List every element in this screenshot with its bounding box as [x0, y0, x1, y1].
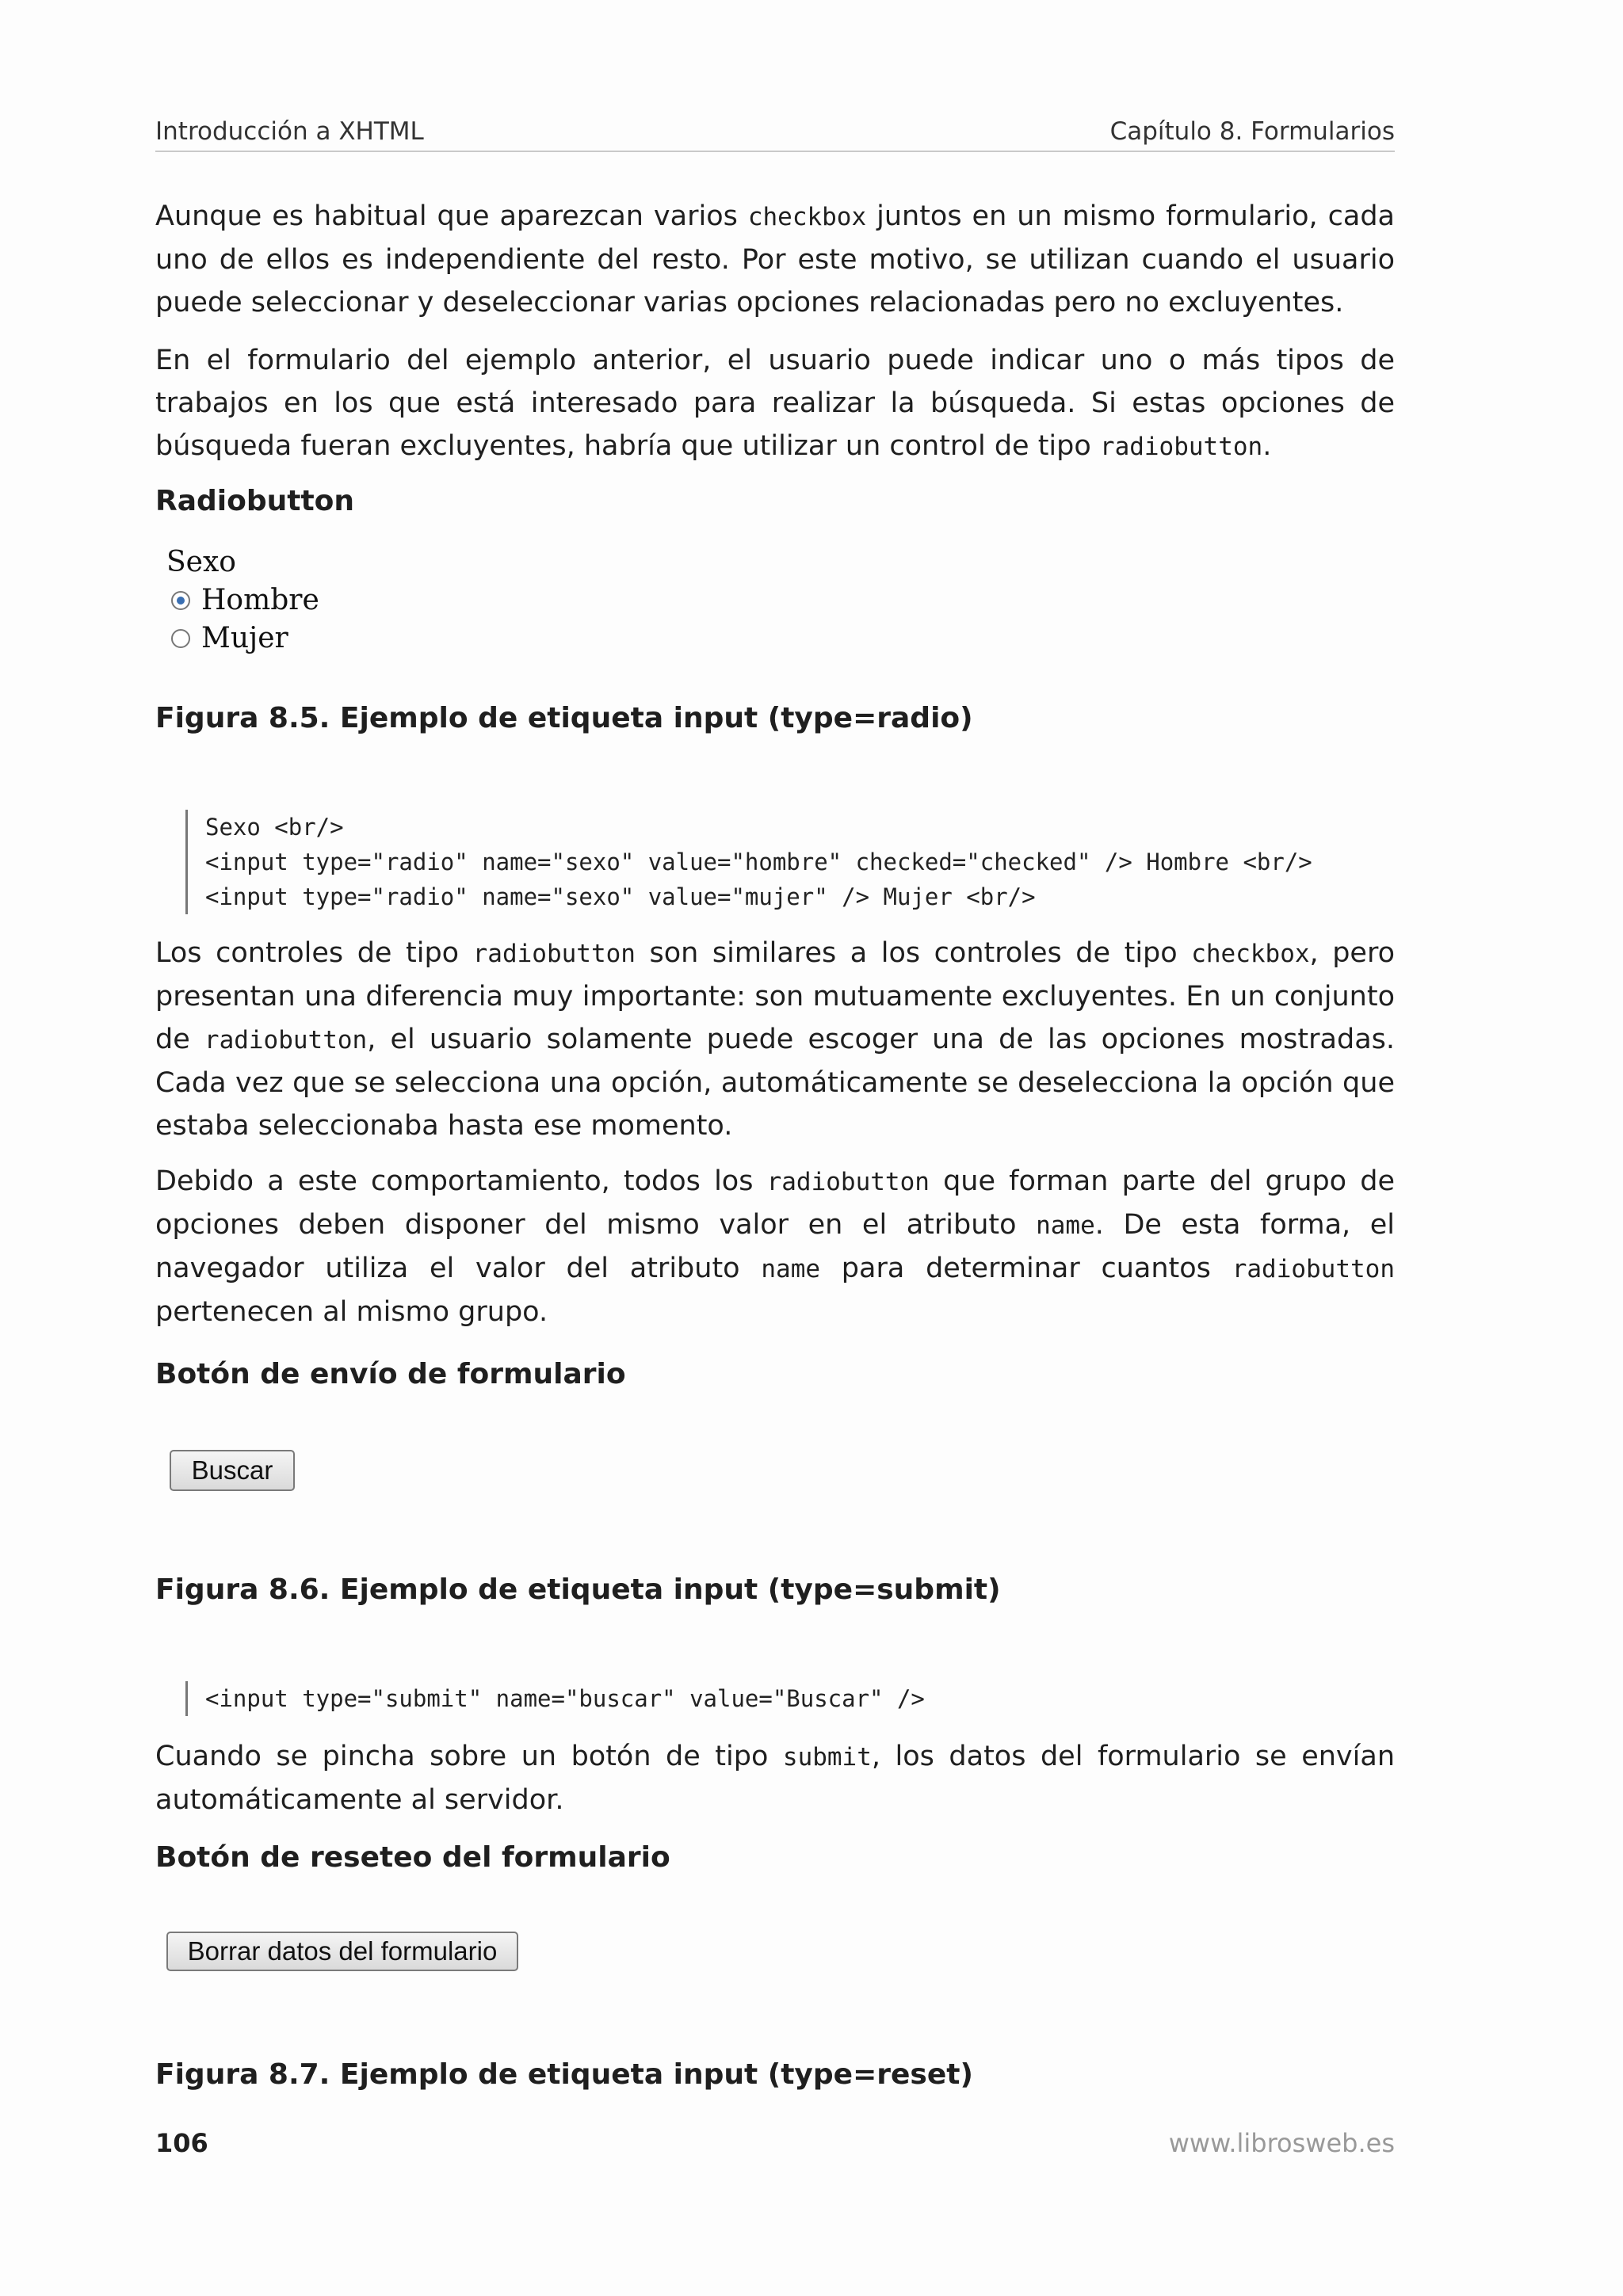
paragraph-example-reference: En el formulario del ejemplo anterior, el usuario puede indicar uno o más tipos de trabajos en los que está interesado para realizar la búsqueda. Si estas opciones de búsqueda fueran excluyentes, habría que utilizar un control de tipo radiobutton.	[155, 345, 1395, 462]
code-block-radio: Sexo <br/> <input type="radio" name="sexo" value="hombre" checked="checked" /> Hombre <br/> <input type="radio" name="sexo" value="mujer" /> Mujer <br/>	[185, 810, 1312, 914]
inline-code: checkbox	[747, 203, 867, 231]
figure-radio-legend: Sexo	[166, 546, 236, 578]
section-heading-radiobutton: Radiobutton	[155, 485, 355, 517]
borrar-datos-button[interactable]: Borrar datos del formulario	[166, 1932, 518, 1971]
running-header	[155, 117, 1395, 152]
section-heading-reset: Botón de reseteo del formulario	[155, 1841, 670, 1874]
paragraph-radio-name-attribute: Debido a este comportamiento, todos los radiobutton que forman parte del grupo de opciones deben disponer del mismo valor en el atributo name. De esta forma, el navegador utiliza el valor del atributo name para determinar cuantos radiobutton pertenecen al mismo grupo.	[155, 1165, 1396, 1328]
paragraph-checkbox-intro: Aunque es habitual que aparezcan varios checkbox juntos en un mismo formulario, cada uno de ellos es independiente del resto. Por este motivo, se utilizan cuando el usuario puede seleccionar y deseleccionar varias opciones relacionadas pero no excluyentes.	[155, 200, 1396, 318]
radio-checked-icon[interactable]	[171, 591, 190, 610]
inline-code: radiobutton	[1099, 433, 1263, 461]
paragraph-radio-explanation: Los controles de tipo radiobutton son similares a los controles de tipo checkbox, pero presentan una diferencia muy importante: son mutuamente excluyentes. En un conjunto de radiobutton, el usuario solamente puede escoger una de las opciones mostradas. Cada vez que se selecciona una opción, automáticamente se deselecciona la opción que estaba seleccionaba hasta ese momento.	[155, 937, 1395, 1142]
footer-url: www.librosweb.es	[1168, 2128, 1395, 2158]
radio-option-hombre[interactable]	[166, 582, 319, 620]
buscar-button[interactable]: Buscar	[170, 1450, 295, 1491]
radio-unchecked-icon[interactable]	[171, 629, 190, 648]
radio-label-hombre: Hombre	[201, 584, 319, 616]
radio-option-mujer[interactable]	[166, 620, 319, 658]
page-number: 106	[155, 2128, 208, 2158]
section-heading-submit: Botón de envío de formulario	[155, 1358, 626, 1390]
figure-caption-8-6: Figura 8.6. Ejemplo de etiqueta input (type=submit)	[155, 1573, 1001, 1606]
code-block-submit: <input type="submit" name="buscar" value="Buscar" />	[185, 1681, 925, 1716]
figure-caption-8-5: Figura 8.5. Ejemplo de etiqueta input (type=radio)	[155, 702, 973, 734]
figure-radio-example	[166, 543, 319, 658]
paragraph-submit-explanation: Cuando se pincha sobre un botón de tipo submit, los datos del formulario se envían automáticamente al servidor.	[155, 1741, 1395, 1816]
header-book-title: Introducción a XHTML	[155, 117, 424, 146]
header-chapter-title: Capítulo 8. Formularios	[1109, 117, 1395, 146]
radio-label-mujer: Mujer	[201, 622, 288, 654]
figure-caption-8-7: Figura 8.7. Ejemplo de etiqueta input (type=reset)	[155, 2058, 973, 2091]
